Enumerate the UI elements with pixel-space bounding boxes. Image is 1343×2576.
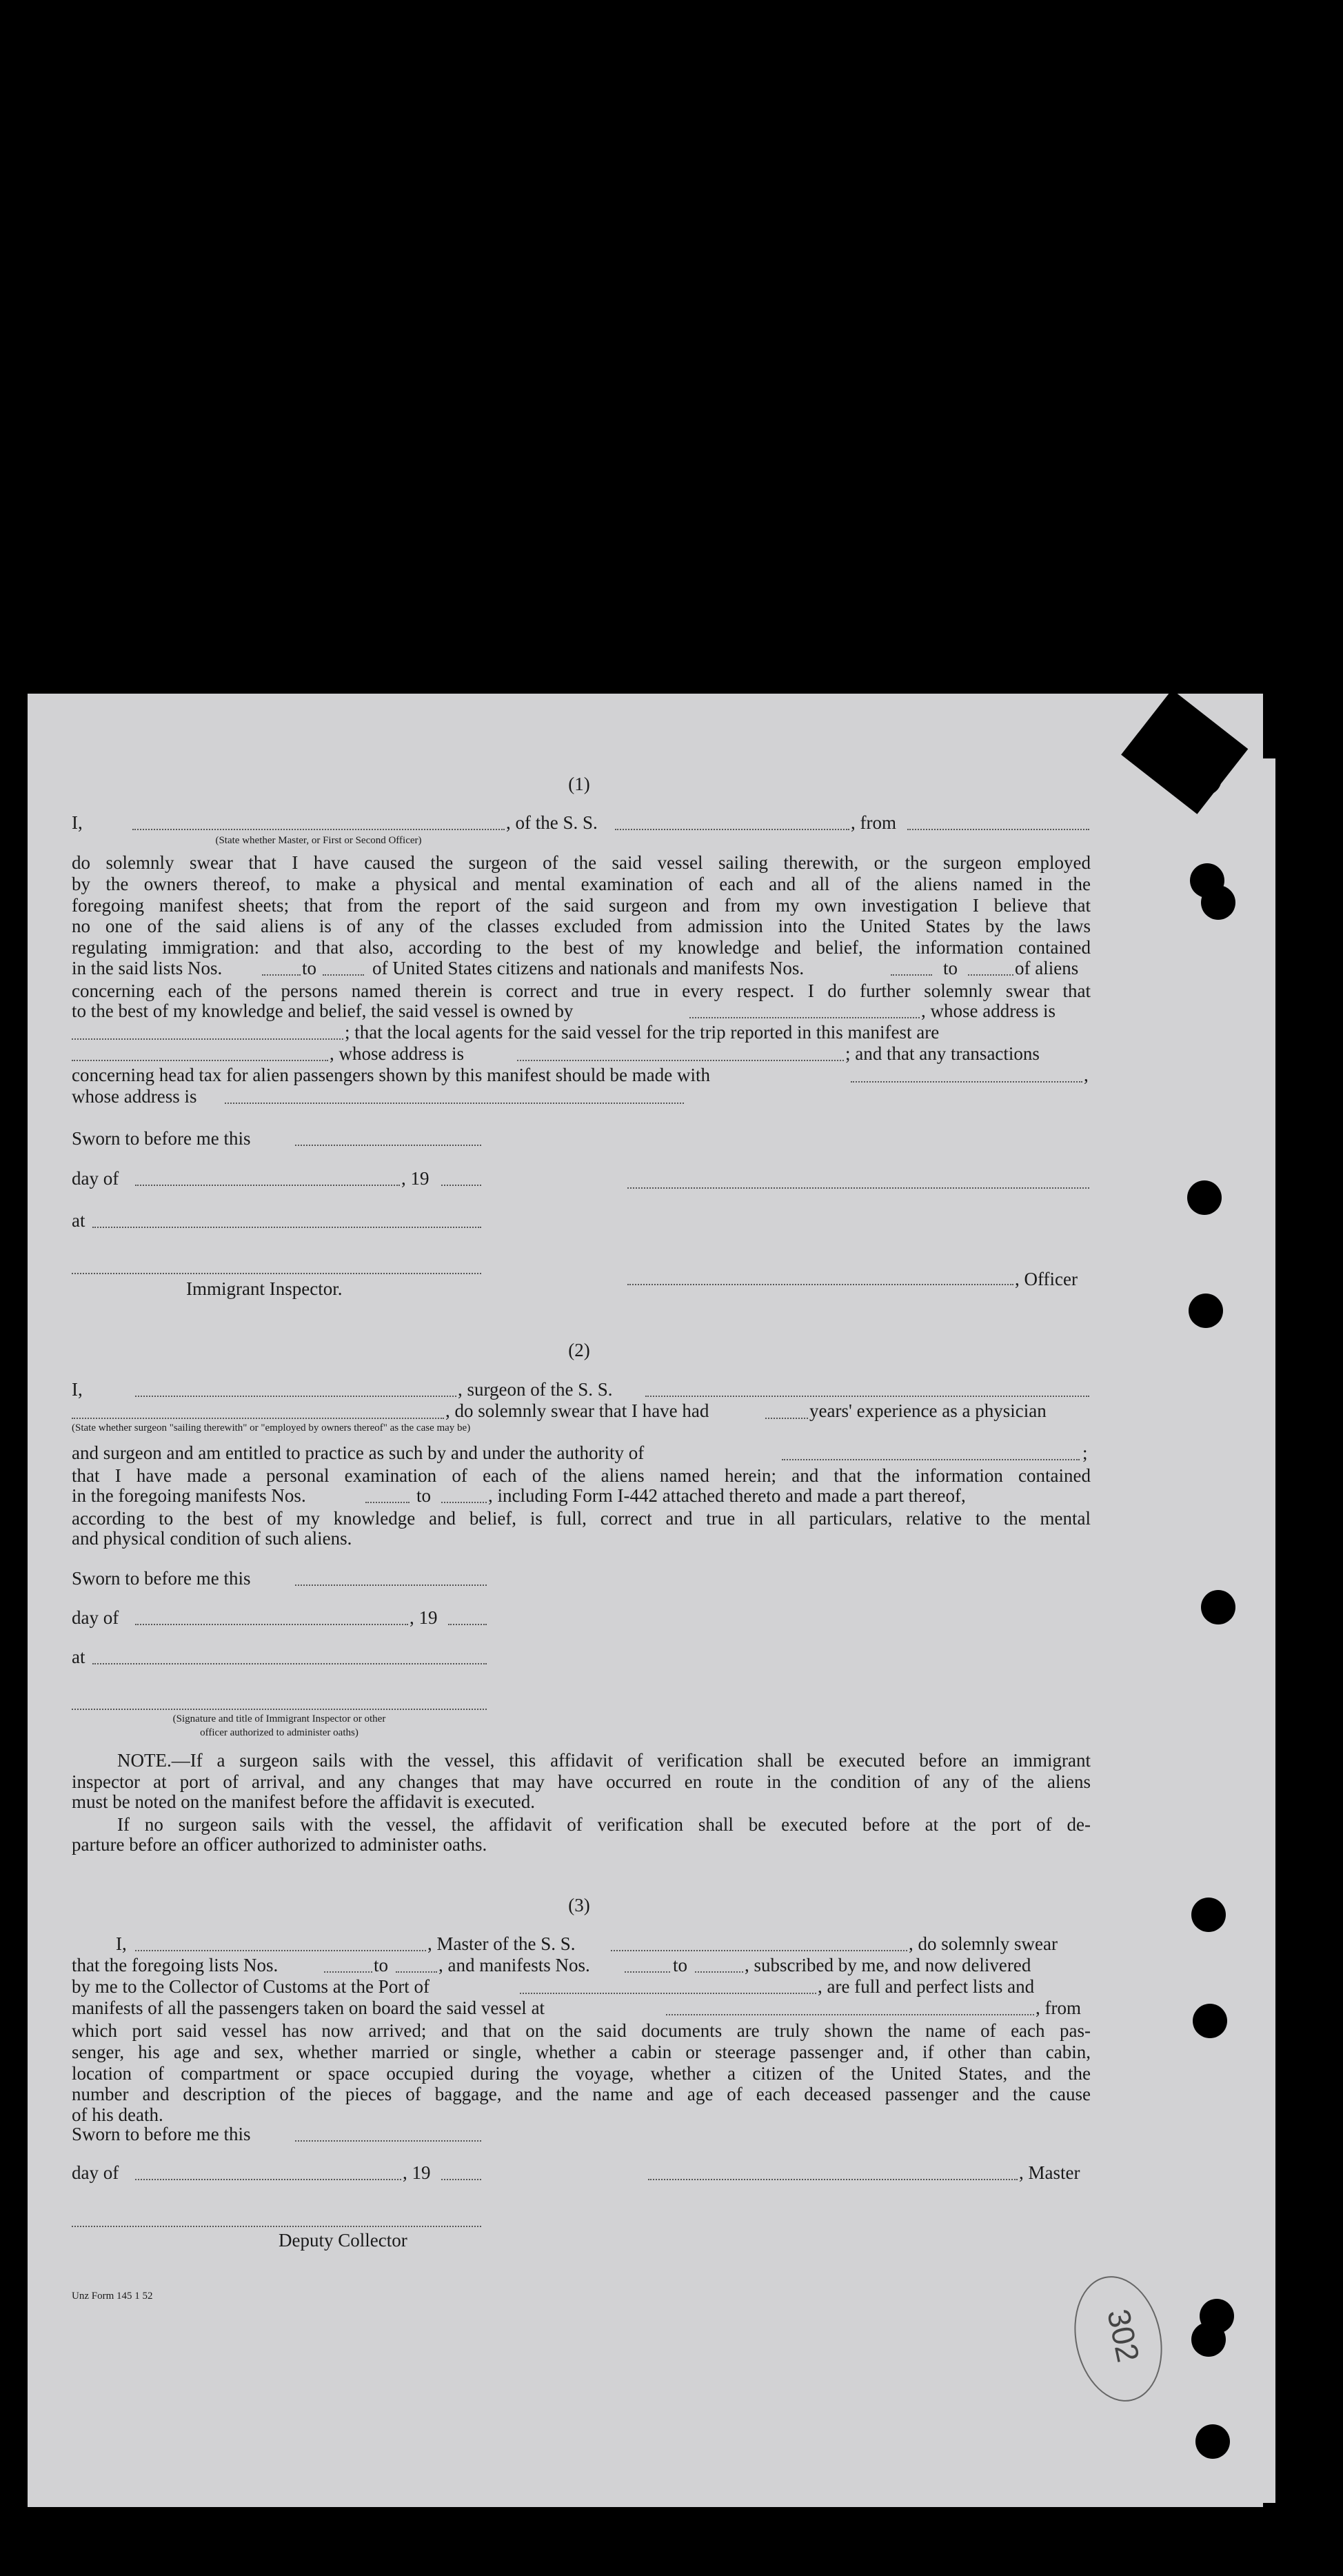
s3-year-label: , 19	[403, 2162, 431, 2183]
s2-year-field[interactable]	[448, 1624, 487, 1625]
s1-head-tax-field[interactable]	[851, 1081, 1082, 1083]
s1-inspector-label: Immigrant Inspector.	[186, 1278, 343, 1299]
s2-at-field[interactable]	[92, 1663, 487, 1664]
s2-line: according to the best of my knowledge and belief, is full, correct and true in all particulars, relative to the mental	[72, 1508, 1091, 1529]
s3-to-label: to	[374, 1955, 389, 1975]
s3-sworn-day-field[interactable]	[295, 2140, 481, 2142]
s1-i-label: I,	[72, 812, 83, 833]
s1-year-field[interactable]	[441, 1185, 481, 1186]
s3-lists-to-field[interactable]	[396, 1971, 437, 1973]
s1-officer-title-field[interactable]	[627, 1284, 1013, 1285]
s1-transactions-label: ; and that any transactions	[845, 1043, 1040, 1064]
s2-authority-field[interactable]	[782, 1459, 1080, 1460]
s3-month-field[interactable]	[135, 2179, 401, 2180]
punch-hole	[1189, 1294, 1223, 1328]
s1-line: by the owners thereof, to make a physical and mental examination of each and all of the aliens named in the	[72, 873, 1091, 894]
s3-master-label: , Master	[1019, 2162, 1080, 2183]
s3-vessel-field[interactable]	[611, 1950, 907, 1951]
s1-lists-label: in the said lists Nos.	[72, 958, 223, 978]
s3-master-name-field[interactable]	[135, 1950, 426, 1951]
s3-collector-label: Deputy Collector	[279, 2230, 407, 2251]
s2-note-line: NOTE.—If a surgeon sails with the vessel, this affidavit of verification shall be executed before an immigrant	[117, 1750, 1091, 1771]
s2-authority-label: and surgeon and am entitled to practice as such by and under the authority of	[72, 1442, 645, 1463]
s2-surgeon-of-label: , surgeon of the S. S.	[458, 1379, 613, 1400]
s3-lists-label: that the foregoing lists Nos.	[72, 1955, 279, 1975]
s3-line: which port said vessel has now arrived; and that on the said documents are truly shown the name of each pas-	[72, 2020, 1091, 2041]
s3-manifests-to-field[interactable]	[695, 1971, 743, 1973]
s1-oath-paragraph	[72, 852, 1091, 958]
s2-swear-label: , do solemnly swear that I have had	[445, 1400, 709, 1421]
s2-note-end: must be noted on the manifest before the affidavit is executed.	[72, 1791, 536, 1812]
s2-sworn-day-field[interactable]	[295, 1584, 487, 1586]
s2-examination-line	[72, 1465, 1091, 1487]
s2-note2	[117, 1814, 1091, 1835]
s2-semicolon: ;	[1082, 1442, 1088, 1463]
s1-inspector-signature-field[interactable]	[72, 1273, 481, 1274]
s3-subscribed-label: , subscribed by me, and now delivered	[745, 1955, 1031, 1975]
s2-month-field[interactable]	[135, 1624, 408, 1625]
s1-agents-address-label: , whose address is	[330, 1043, 464, 1064]
s1-owner-address-label: , whose address is	[921, 1000, 1056, 1021]
s2-manifests-label: in the foregoing manifests Nos.	[72, 1485, 306, 1506]
punch-hole	[1187, 761, 1222, 796]
s1-agents-label: ; that the local agents for the said vessel for the trip reported in this manifest are	[345, 1022, 940, 1043]
s1-aliens-label: of aliens	[1015, 958, 1079, 978]
s2-to-label: to	[416, 1485, 432, 1506]
s1-vessel-field[interactable]	[615, 829, 849, 830]
s3-line: location of compartment or space occupied during the voyage, whether a citizen of the United States, and the	[72, 2062, 1091, 2084]
s3-full-label: , are full and perfect lists and	[818, 1976, 1035, 1997]
s1-owner-address-field[interactable]	[72, 1038, 343, 1040]
s3-from-label: , from	[1036, 1998, 1081, 2018]
s1-manifests-to-field[interactable]	[968, 974, 1013, 976]
s3-sworn-label: Sworn to before me this	[72, 2124, 251, 2144]
s3-swear-label: , do solemnly swear	[909, 1933, 1058, 1954]
s3-manifests-label: , and manifests Nos.	[438, 1955, 590, 1975]
s1-agents-field[interactable]	[72, 1060, 328, 1061]
s3-master-of-label: , Master of the S. S.	[427, 1933, 576, 1954]
s2-i-label: I,	[72, 1379, 83, 1400]
s3-line: number and description of the pieces of baggage, and the name and age of each deceased passenger and the cause	[72, 2084, 1091, 2105]
punch-hole	[1195, 2424, 1230, 2459]
stamp-number: 302	[1100, 2306, 1147, 2366]
s1-at-label: at	[72, 1210, 85, 1231]
s3-embark-port-field[interactable]	[666, 2014, 1034, 2015]
s3-taken-label: manifests of all the passengers taken on board the said vessel at	[72, 1998, 545, 2018]
s1-year-label: , 19	[401, 1168, 430, 1189]
punch-hole	[1191, 1898, 1226, 1932]
s2-form-label: , including Form I-442 attached thereto and made a part thereof,	[488, 1485, 966, 1506]
s3-to2-label: to	[673, 1955, 688, 1975]
s1-of-ss-label: , of the S. S.	[506, 812, 598, 833]
s2-note2-end: parture before an officer authorized to administer oaths.	[72, 1834, 487, 1855]
section-3-number: (3)	[568, 1895, 590, 1915]
punch-hole	[1193, 2004, 1227, 2038]
s2-sailing-field[interactable]	[72, 1418, 444, 1419]
section-2-number: (2)	[568, 1340, 590, 1360]
s2-inspector-signature-field[interactable]	[72, 1709, 487, 1710]
page-edge	[1255, 758, 1275, 2503]
s2-note-1	[117, 1750, 1091, 1771]
punch-hole	[1191, 2322, 1226, 2357]
s1-citizens-label: of United States citizens and nationals and manifests Nos.	[372, 958, 805, 978]
s2-note-line: inspector at port of arrival, and any changes that may have occurred en route in the condition of any of the aliens	[72, 1771, 1091, 1792]
s2-at-label: at	[72, 1647, 85, 1667]
s1-officer-name-field[interactable]	[132, 829, 505, 830]
s1-head-tax-address-field[interactable]	[225, 1103, 684, 1104]
s1-sworn-label: Sworn to before me this	[72, 1128, 251, 1149]
s2-year-label: , 19	[410, 1607, 438, 1628]
form-id: Unz Form 145 1 52	[72, 2291, 153, 2302]
s2-line: that I have made a personal examination of each of the aliens named herein; and that the information contained	[72, 1465, 1091, 1486]
s3-manifests-from-field[interactable]	[625, 1971, 670, 1973]
s2-manifests-from-field[interactable]	[365, 1502, 410, 1503]
s1-manifests-from-field[interactable]	[891, 974, 932, 976]
s1-whose-address-label: whose address is	[72, 1086, 197, 1107]
s1-at-field[interactable]	[92, 1227, 481, 1228]
s2-note-2	[72, 1771, 1091, 1793]
s1-officer-label: , Officer	[1015, 1269, 1078, 1289]
s1-head-tax-label: concerning head tax for alien passengers shown by this manifest should be made with	[72, 1065, 711, 1085]
s3-day-of-label: day of	[72, 2162, 119, 2183]
s3-i-label: I,	[116, 1933, 127, 1954]
s3-line: senger, his age and sex, whether married or single, whether a cabin or steerage passenger and, if other than cabin,	[72, 2041, 1091, 2062]
s3-collector-signature-field[interactable]	[72, 2226, 481, 2227]
s1-from-label: , from	[851, 812, 896, 833]
s3-master-signature-field[interactable]	[648, 2179, 1018, 2180]
s1-to2-label: to	[943, 958, 958, 978]
s3-port-label: by me to the Collector of Customs at the Port of	[72, 1976, 430, 1997]
s1-line: foregoing manifest sheets; that from the report of the said surgeon and from my own investigation I believe that	[72, 894, 1091, 916]
s3-paragraph	[72, 2020, 1091, 2105]
s1-owner-field[interactable]	[689, 1017, 920, 1018]
s3-port-field[interactable]	[520, 1993, 816, 1994]
s1-to-label: to	[302, 958, 317, 978]
s1-day-of-label: day of	[72, 1168, 119, 1189]
s2-note-line: If no surgeon sails with the vessel, the affidavit of verification shall be executed before at the port of de-	[117, 1814, 1091, 1835]
s1-line: do solemnly swear that I have caused the surgeon of the said vessel sailing therewith, or the surgeon employed	[72, 852, 1091, 873]
s2-day-of-label: day of	[72, 1607, 119, 1628]
s1-comma: ,	[1084, 1065, 1089, 1085]
punch-hole	[1201, 885, 1235, 920]
s2-vessel-field[interactable]	[645, 1396, 1089, 1397]
s3-last-line: of his death.	[72, 2104, 163, 2125]
s1-officer-signature-field[interactable]	[627, 1187, 1089, 1189]
s3-year-field[interactable]	[441, 2179, 481, 2180]
s2-state-note: (State whether surgeon "sailing therewith" or "employed by owners thereof" as the case may be)	[72, 1422, 471, 1433]
s1-agents-address-field[interactable]	[517, 1060, 844, 1061]
s2-years-field[interactable]	[765, 1418, 808, 1419]
s2-surgeon-name-field[interactable]	[135, 1396, 456, 1397]
s1-sworn-day-field[interactable]	[295, 1145, 481, 1146]
s1-lists-from-field[interactable]	[262, 974, 301, 976]
s2-belief-line	[72, 1508, 1091, 1529]
punch-hole	[1187, 1180, 1222, 1215]
s1-line: no one of the said aliens is of any of the classes excluded from admission into the United States by the laws	[72, 916, 1091, 937]
s1-from-field[interactable]	[907, 829, 1089, 830]
s1-respect-line	[72, 980, 1091, 1002]
s1-line: concerning each of the persons named therein is correct and true in every respect. I do further solemnly swear that	[72, 980, 1091, 1001]
s1-line: regulating immigration: and that also, according to the best of my knowledge and belief, the information contained	[72, 937, 1091, 958]
s2-sworn-label: Sworn to before me this	[72, 1568, 251, 1589]
s2-manifests-to-field[interactable]	[441, 1502, 487, 1503]
s1-owned-label: to the best of my knowledge and belief, the said vessel is owned by	[72, 1000, 574, 1021]
s2-sig-note-1: (Signature and title of Immigrant Inspector or other	[172, 1713, 386, 1724]
section-1-number: (1)	[568, 774, 590, 794]
s2-condition-line: and physical condition of such aliens.	[72, 1528, 352, 1549]
s1-month-field[interactable]	[135, 1185, 400, 1186]
s1-lists-to-field[interactable]	[323, 974, 364, 976]
s1-state-note: (State whether Master, or First or Second Officer)	[215, 835, 422, 846]
punch-hole	[1201, 1590, 1235, 1624]
s2-years-label: years' experience as a physician	[809, 1400, 1047, 1421]
s2-sig-note-2: officer authorized to administer oaths)	[200, 1727, 359, 1738]
s3-lists-from-field[interactable]	[324, 1971, 372, 1973]
